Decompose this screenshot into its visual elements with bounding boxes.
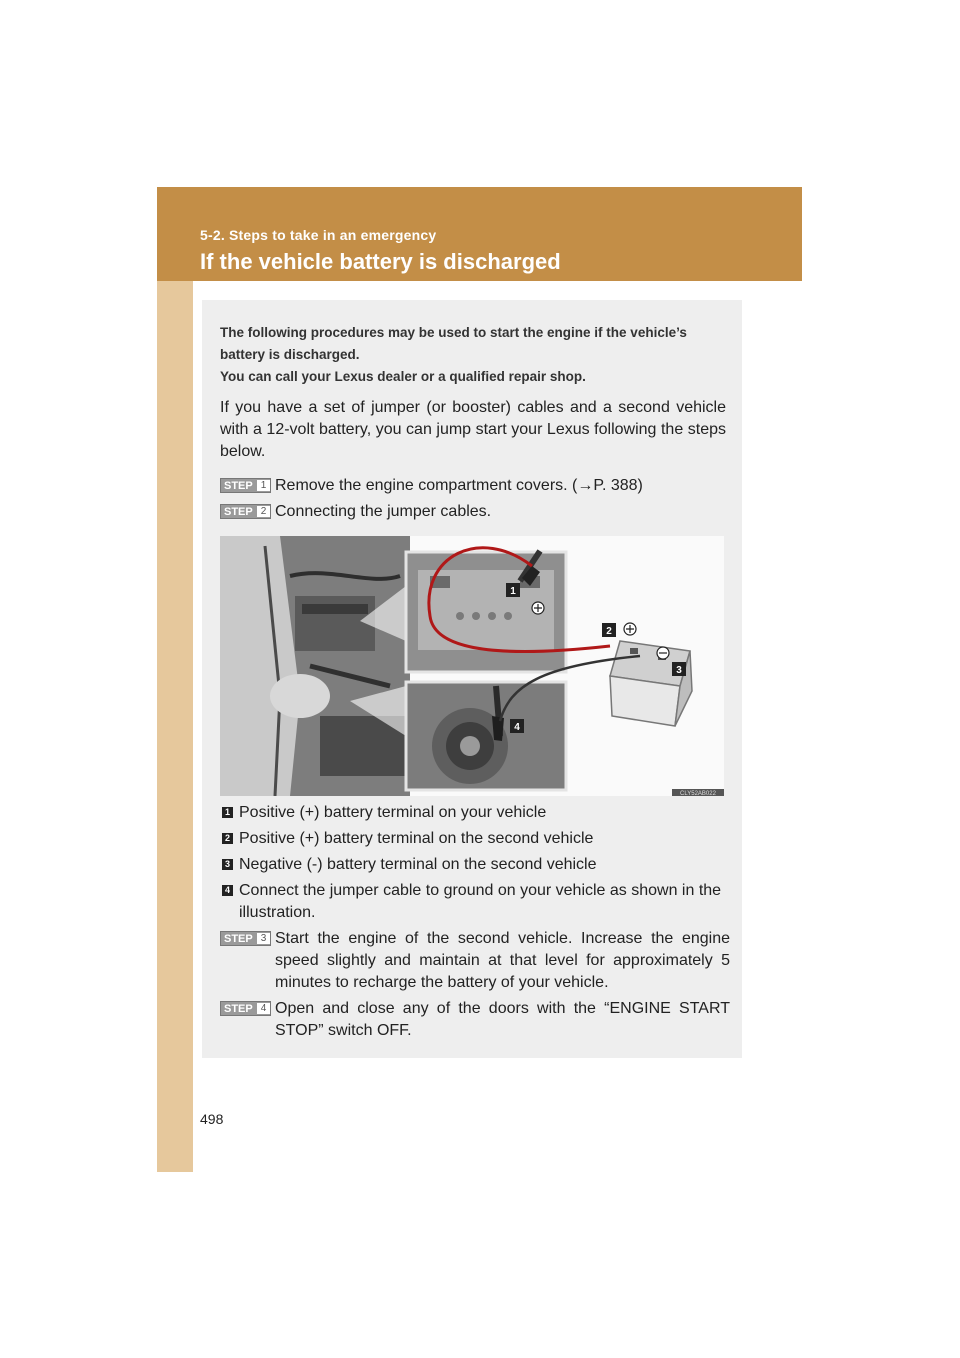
callout-label: 2 (606, 626, 612, 637)
step-text: Open and close any of the doors with the “ENGINE START STOP” switch OFF. (275, 1000, 730, 1039)
second-vehicle-battery (610, 641, 692, 726)
intro-text (220, 322, 726, 388)
step-badge (220, 478, 271, 493)
inset-ground-point (406, 682, 566, 790)
page-title: If the vehicle battery is discharged (200, 249, 561, 274)
legend-text: Connect the jumper cable to ground on your vehicle as shown in the illustration. (239, 882, 722, 921)
legend-badge: 4 (222, 885, 233, 896)
content-box (202, 300, 742, 1058)
step-1 (220, 475, 730, 497)
callout-label: 1 (510, 586, 516, 597)
step-badge-word: STEP (224, 479, 253, 492)
legend-item-1 (222, 802, 724, 824)
step-text: Remove the engine compartment covers. (→P. 388) (275, 477, 643, 494)
instruction-paragraph: If you have a set of jumper (or booster) cables and a second vehicle with a 12-volt battery, you can jump start your Lexus following the steps below. (220, 399, 726, 460)
section-label: 5-2. Steps to take in an emergency (200, 227, 437, 243)
callout-label: 3 (676, 665, 682, 676)
step-2 (220, 501, 730, 523)
step-badge (220, 931, 271, 946)
step-text: Start the engine of the second vehicle. Increase the engine speed slightly and maintain at that level for approximately 5 minutes to recharge the battery of your vehicle. (275, 930, 730, 991)
step-badge (220, 1001, 271, 1016)
legend-item-2 (222, 828, 724, 850)
callout-1 (506, 583, 520, 597)
step-badge-word: STEP (224, 932, 253, 945)
legend-badge: 3 (222, 859, 233, 870)
step-badge-number: 3 (257, 933, 270, 944)
step-4 (220, 998, 730, 1042)
page-header (157, 187, 802, 281)
step-badge-number: 4 (257, 1003, 270, 1014)
legend-text: Positive (+) battery terminal on the second vehicle (239, 830, 594, 847)
intro-line-2: You can call your Lexus dealer or a qualified repair shop. (220, 369, 586, 384)
engine-bay-photo (220, 536, 410, 796)
intro-line-1: The following procedures may be used to start the engine if the vehicle’s battery is discharged. (220, 325, 687, 362)
legend-badge: 1 (222, 807, 233, 818)
callout-2 (602, 623, 616, 637)
plus-icon (532, 602, 544, 614)
step-text: Connecting the jumper cables. (275, 503, 492, 520)
jumper-cable-illustration (220, 536, 724, 796)
step-badge (220, 504, 271, 519)
legend-item-4 (222, 880, 724, 924)
step-badge-word: STEP (224, 505, 253, 518)
page-number: 498 (200, 1111, 224, 1127)
legend-item-3 (222, 854, 724, 876)
legend-badge: 2 (222, 833, 233, 844)
callout-4 (510, 719, 524, 733)
illustration-code: CLY52AB022 (680, 791, 716, 796)
step-badge-number: 1 (257, 480, 270, 491)
step-badge-word: STEP (224, 1002, 253, 1015)
minus-icon (657, 647, 669, 659)
step-badge-number: 2 (257, 506, 270, 517)
side-strip (157, 187, 193, 1172)
callout-3 (672, 662, 686, 676)
legend-text: Negative (-) battery terminal on the second vehicle (239, 856, 597, 873)
step-3 (220, 928, 730, 994)
legend-text: Positive (+) battery terminal on your vehicle (239, 804, 547, 821)
callout-label: 4 (514, 722, 520, 733)
plus-icon (624, 623, 636, 635)
